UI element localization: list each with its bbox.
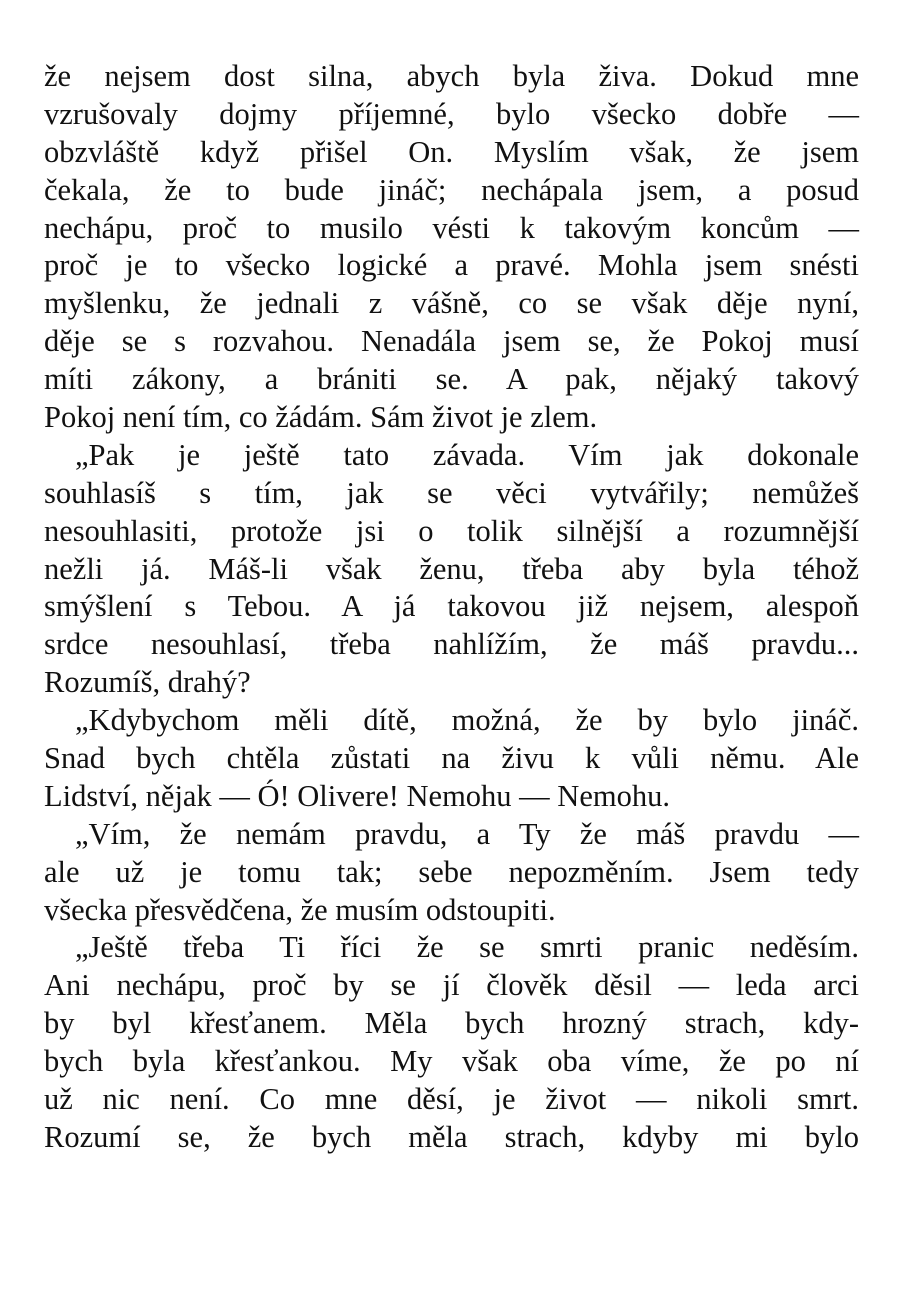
paragraph-4 xyxy=(44,816,859,930)
text-line: smýšlení s Tebou. A já takovou již nejsem, alespoň xyxy=(44,589,859,624)
text-line: „Vím, že nemám pravdu, a Ty že máš pravdu — xyxy=(75,816,859,851)
text-line: vzrušovaly dojmy příjemné, bylo všecko dobře — xyxy=(44,96,859,131)
text-line: myšlenku, že jednali z vášně, co se však děje nyní, xyxy=(44,286,859,321)
text-line: nechápu, proč to musilo vésti k takovým koncům — xyxy=(44,210,859,245)
text-line: čekala, že to bude jináč; nechápala jsem, a posud xyxy=(44,172,859,207)
text-line: že nejsem dost silna, abych byla živa. Dokud mne xyxy=(44,59,859,93)
text-line: Ani nechápu, proč by se jí člověk děsil — leda arci xyxy=(44,968,859,1003)
text-line: nesouhlasiti, protože jsi o tolik silnější a rozumnější xyxy=(44,513,859,548)
text-line: Snad bych chtěla zůstati na živu k vůli němu. Ale xyxy=(44,741,859,776)
text-line: Rozumíš, drahý? xyxy=(44,665,251,700)
text-line: všecka přesvědčena, že musím odstoupiti. xyxy=(44,892,556,927)
text-line: děje se s rozvahou. Nenadála jsem se, že Pokoj musí xyxy=(44,324,859,359)
text-line: Lidství, nějak — Ó! Olivere! Nemohu — Nemohu. xyxy=(44,778,670,813)
paragraph-5 xyxy=(44,929,859,1156)
text-line: ale už je tomu tak; sebe nepozměním. Jsem tedy xyxy=(44,854,859,889)
text-line: míti zákony, a brániti se. A pak, nějaký takový xyxy=(44,362,859,397)
text-line: „Pak je ještě tato závada. Vím jak dokonale xyxy=(75,437,859,472)
text-line: „Kdybychom měli dítě, možná, že by bylo jináč. xyxy=(75,703,859,738)
text-line: bych byla křesťankou. My však oba víme, že po ní xyxy=(44,1044,859,1079)
text-line: Rozumí se, že bych měla strach, kdyby mi bylo xyxy=(44,1119,859,1154)
text-line: srdce nesouhlasí, třeba nahlížím, že máš pravdu... xyxy=(44,627,859,662)
text-line: „Ještě třeba Ti říci že se smrti pranic neděsím. xyxy=(75,930,859,965)
text-line: obzvláště když přišel On. Myslím však, že jsem xyxy=(44,134,859,169)
paragraph-3 xyxy=(44,702,859,816)
paragraph-2 xyxy=(44,437,859,702)
paragraph-1 xyxy=(44,58,859,437)
book-page xyxy=(44,58,859,1157)
text-line: proč je to všecko logické a pravé. Mohla jsem snésti xyxy=(44,248,859,283)
text-line: nežli já. Máš-li však ženu, třeba aby byla téhož xyxy=(44,551,859,586)
text-line: Pokoj není tím, co žádám. Sám život je zlem. xyxy=(44,400,598,435)
text-line: souhlasíš s tím, jak se věci vytvářily; nemůžeš xyxy=(44,475,859,510)
text-line: by byl křesťanem. Měla bych hrozný strach, kdy- xyxy=(44,1006,859,1041)
text-line: už nic není. Co mne děsí, je život — nikoli smrt. xyxy=(44,1082,859,1117)
